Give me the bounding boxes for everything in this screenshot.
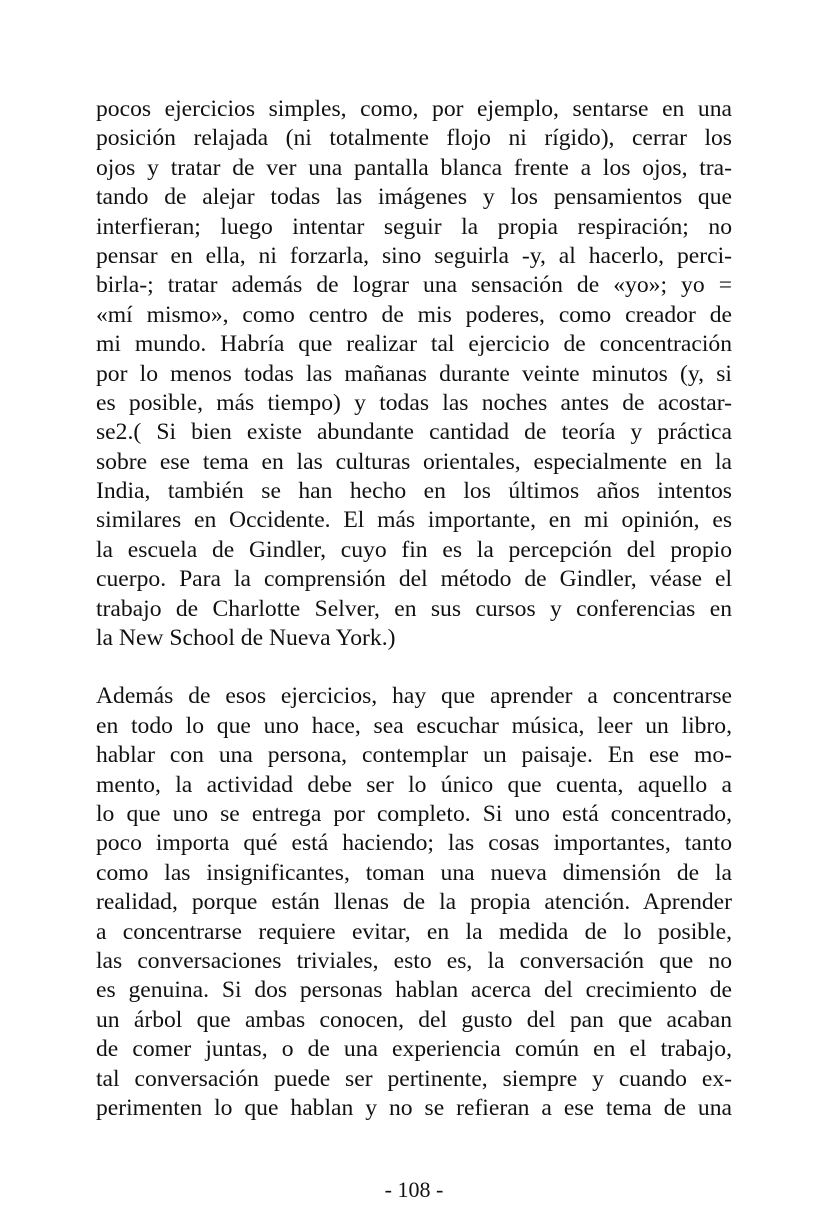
text-line: similares en Occidente. El más importante, en mi opinión, es — [96, 507, 732, 534]
text-line: poco importa qué está haciendo; las cosas importantes, tanto — [96, 830, 732, 857]
text-line: lo que uno se entrega por completo. Si uno está concentrado, — [96, 800, 732, 827]
paragraph-2 — [96, 682, 732, 1123]
text-line: es posible, más tiempo) y todas las noches antes de acostar- — [96, 389, 732, 416]
text-line: ojos y tratar de ver una pantalla blanca frente a los ojos, tra- — [96, 154, 732, 181]
page-body — [96, 95, 732, 1123]
paragraph-1 — [96, 95, 732, 653]
text-line: India, también se han hecho en los últimos años intentos — [96, 478, 732, 505]
text-line: la escuela de Gindler, cuyo fin es la percepción del propio — [96, 536, 732, 563]
text-line: posición relajada (ni totalmente flojo ni rígido), cerrar los — [96, 125, 732, 152]
text-line: como las insignificantes, toman una nueva dimensión de la — [96, 859, 732, 886]
text-line: la New School de Nueva York.) — [96, 625, 396, 652]
text-line: cuerpo. Para la comprensión del método de Gindler, véase el — [96, 566, 732, 593]
text-line: pensar en ella, ni forzarla, sino seguirla -y, al hacerlo, perci- — [96, 242, 732, 269]
text-line: trabajo de Charlotte Selver, en sus cursos y conferencias en — [96, 595, 732, 622]
text-line: tando de alejar todas las imágenes y los pensamientos que — [96, 184, 732, 211]
text-line: interfieran; luego intentar seguir la propia respiración; no — [96, 213, 732, 240]
text-line: a concentrarse requiere evitar, en la medida de lo posible, — [96, 918, 732, 945]
text-line: mento, la actividad debe ser lo único que cuenta, aquello a — [96, 771, 732, 798]
text-line: Además de esos ejercicios, hay que aprender a concentrarse — [96, 683, 732, 710]
text-line: hablar con una persona, contemplar un paisaje. En ese mo- — [96, 742, 732, 769]
text-line: sobre ese tema en las culturas orientales, especialmente en la — [96, 448, 732, 475]
text-line: por lo menos todas las mañanas durante veinte minutos (y, si — [96, 360, 732, 387]
text-line: «mí mismo», como centro de mis poderes, como creador de — [96, 301, 732, 328]
page-number: - 108 - — [384, 1177, 444, 1202]
text-line: es genuina. Si dos personas hablan acerca del crecimiento de — [96, 977, 732, 1004]
text-line: realidad, porque están llenas de la propia atención. Aprender — [96, 889, 732, 916]
text-line: perimenten lo que hablan y no se refieran a ese tema de una — [96, 1094, 732, 1121]
text-line: pocos ejercicios simples, como, por ejemplo, sentarse en una — [96, 96, 732, 122]
text-line: mi mundo. Habría que realizar tal ejercicio de concentración — [96, 331, 732, 358]
text-line: de comer juntas, o de una experiencia común en el trabajo, — [96, 1036, 732, 1063]
text-line: tal conversación puede ser pertinente, siempre y cuando ex- — [96, 1065, 732, 1092]
text-line: en todo lo que uno hace, sea escuchar música, leer un libro, — [96, 712, 732, 739]
text-line: birla-; tratar además de lograr una sensación de «yo»; yo = — [96, 272, 732, 299]
text-line: las conversaciones triviales, esto es, la conversación que no — [96, 947, 732, 974]
text-line: se2.( Si bien existe abundante cantidad de teoría y práctica — [96, 419, 732, 446]
text-line: un árbol que ambas conocen, del gusto del pan que acaban — [96, 1006, 732, 1033]
